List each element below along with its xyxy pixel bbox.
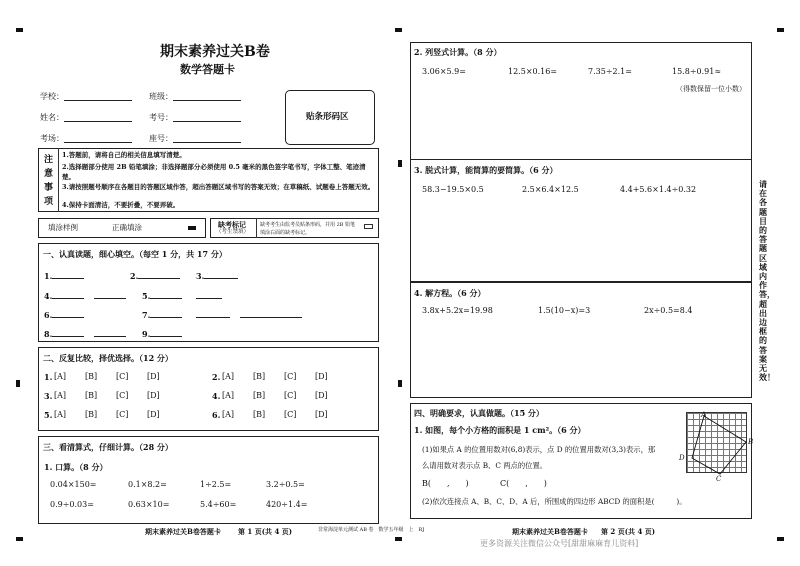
name-field[interactable] (64, 121, 132, 122)
exam-no-field[interactable] (173, 121, 241, 122)
simplify-title: 3. 脱式计算，能简算的要简算。（6 分） (414, 165, 558, 175)
footer-title: 期末素养过关B卷答题卡 (512, 527, 588, 536)
choice-number: 1. (44, 372, 53, 382)
fill-number: 7. (142, 310, 151, 320)
point-d-label: D (679, 454, 685, 462)
choice-bubble[interactable]: [C] (116, 372, 129, 381)
answer-blank[interactable] (150, 317, 182, 318)
class-field[interactable] (173, 100, 241, 101)
footer-brand: 非常海淀单元测试 AB 卷 数学五年级 上 RJ (318, 527, 425, 533)
oral-calc-item: 5.4÷60= (200, 500, 237, 509)
missing-mark-note: 缺考考生由监考员贴条形码，并用 2B 铅笔填涂右面的缺考标记。 (260, 222, 356, 236)
answer-blank[interactable] (196, 298, 222, 299)
choice-bubble[interactable]: [A] (222, 410, 235, 419)
fill-number: 6. (44, 310, 53, 320)
answer-blank[interactable] (94, 298, 126, 299)
room-field[interactable] (64, 142, 132, 143)
simplify-item: 4.4+5.6×1.4÷0.32 (620, 185, 697, 194)
simplify-item: 58.3−19.5×0.5 (422, 185, 484, 194)
section3-title: 三、看清算式，仔细计算。（28 分） (43, 442, 173, 452)
answer-blank[interactable] (150, 336, 182, 337)
choice-bubble[interactable]: [A] (54, 410, 67, 419)
oral-calc-item: 1÷2.5= (200, 480, 232, 489)
filled-bubble-sample (188, 226, 196, 230)
equation-item: 2x÷0.5=8.4 (644, 306, 693, 315)
room-label: 考场： (40, 134, 64, 143)
choice-number: 3. (44, 391, 53, 401)
answer-blank[interactable] (204, 278, 238, 279)
oral-calc-item: 0.63×10= (128, 500, 170, 509)
choice-bubble[interactable]: [D] (315, 372, 328, 381)
side-warning: 请在各题目的答题区域内作答，超出边框的答案无效！ (759, 179, 775, 383)
choice-bubble[interactable]: [B] (85, 410, 98, 419)
quadrilateral-shape (692, 416, 746, 474)
vertical-calc-title: 2. 列竖式计算。（8 分） (414, 47, 502, 57)
point-c-answer[interactable]: C( , ) (500, 479, 547, 488)
section4-q1-part1: (1)如果点 A 的位置用数对(6,8)表示，点 D 的位置用数对(3,3)表示，那 (422, 445, 656, 454)
registration-mark (777, 28, 784, 32)
fill-number: 1. (44, 271, 53, 281)
choice-bubble[interactable]: [C] (284, 372, 297, 381)
choice-bubble[interactable]: [B] (85, 372, 98, 381)
notice-line: 2.选择题部分使用 2B 铅笔填涂；非选择题部分必须使用 0.5 毫米的黑色签字笔书写，字体工整、笔迹清楚。 (62, 163, 366, 181)
choice-number: 5. (44, 410, 53, 420)
answer-blank[interactable] (94, 336, 126, 337)
choice-bubble[interactable]: [A] (222, 391, 235, 400)
class-label: 班级： (149, 92, 173, 101)
equation-item: 3.8x+5.2x=19.98 (422, 306, 493, 315)
registration-mark (16, 537, 23, 541)
fill-number: 2. (130, 271, 139, 281)
registration-mark (395, 537, 402, 541)
fill-number: 9. (142, 329, 151, 339)
registration-mark (398, 160, 402, 167)
answer-blank[interactable] (52, 298, 84, 299)
school-field[interactable] (64, 100, 132, 101)
notice-label: 注 (44, 155, 54, 165)
choice-bubble[interactable]: [D] (315, 410, 328, 419)
equation-title: 4. 解方程。（6 分） (414, 288, 486, 298)
exam-no-label: 考号： (149, 113, 173, 122)
registration-mark (16, 380, 20, 387)
answer-blank[interactable] (240, 317, 302, 318)
registration-mark (777, 537, 784, 541)
school-label: 学校： (40, 92, 64, 101)
choice-bubble[interactable]: [D] (315, 391, 328, 400)
oral-calc-title: 1. 口算。（8 分） (44, 462, 108, 472)
registration-mark (395, 28, 402, 32)
missing-mark-title: 缺考标记 (218, 220, 246, 229)
answer-blank[interactable] (52, 336, 84, 337)
choice-bubble[interactable]: [A] (222, 372, 235, 381)
page-subtitle: 数学答题卡 (180, 63, 235, 76)
vertical-calc-item: 3.06×5.9= (422, 67, 466, 76)
oral-calc-item: 3.2÷0.5= (266, 480, 305, 489)
answer-blank[interactable] (52, 278, 84, 279)
notice-line: 3.请按照题号顺序在各题目的答题区域作答，超出答题区域书写的答案无效；在草稿纸、试题卷上答题无效。 (62, 183, 375, 191)
seat-field[interactable] (173, 142, 241, 143)
fill-number: 5. (142, 291, 151, 301)
notice-label: 意 (44, 169, 54, 179)
choice-bubble[interactable]: [C] (116, 391, 129, 400)
answer-blank[interactable] (196, 317, 230, 318)
vertical-calc-item: 7.35÷2.1= (588, 67, 632, 76)
footer-page: 第 2 页(共 4 页) (601, 527, 656, 536)
choice-bubble[interactable]: [A] (54, 391, 67, 400)
registration-mark (16, 28, 23, 32)
choice-number: 4. (212, 391, 221, 401)
fill-number: 4. (44, 291, 53, 301)
page-title: 期末素养过关B卷 (160, 44, 270, 60)
section4-title: 四、明确要求，认真做题。（15 分） (414, 408, 544, 418)
point-c-label: C (716, 475, 722, 483)
choice-bubble[interactable]: [B] (253, 391, 266, 400)
equation-item: 1.5(10−x)=3 (538, 306, 591, 315)
missing-mark-sub: （考生禁填） (216, 229, 250, 235)
answer-blank[interactable] (150, 298, 182, 299)
notice-label: 事 (44, 183, 54, 193)
vertical-calc-item: 12.5×0.16= (508, 67, 558, 76)
section4-q1-part1-cont: 么请用数对表示点 B、C 两点的位置。 (422, 461, 548, 470)
watermark-text: 更多资源关注微信公众号[甜甜麻麻育儿资料] (480, 539, 639, 548)
point-b-answer[interactable]: B( , ) (422, 479, 469, 488)
vertical-calc-item: 15.8÷0.91≈ (672, 67, 722, 76)
notice-line: 4.保持卡面清洁，不要折叠，不要弄破。 (62, 201, 180, 209)
oral-calc-item: 0.9÷0.03= (50, 500, 94, 509)
simplify-item: 2.5×6.4×12.5 (522, 185, 579, 194)
fill-example-label: 填涂样例 (48, 223, 78, 232)
simplify-box (410, 160, 752, 282)
name-label: 姓名： (40, 113, 64, 122)
choice-bubble[interactable]: [D] (147, 391, 160, 400)
point-b-label: B (748, 438, 754, 446)
seat-label: 座号： (149, 134, 173, 143)
section1-title: 一、认真读题，细心填空。（每空 1 分，共 17 分） (43, 249, 227, 259)
oral-calc-item: 0.04×150= (50, 480, 97, 489)
section4-q1-part2: (2)依次连接点 A、B、C、D、A 后，所围成的四边形 ABCD 的面积是( )。 (422, 497, 687, 506)
registration-mark (398, 380, 402, 387)
notice-label: 项 (44, 197, 54, 207)
choice-number: 6. (212, 410, 221, 420)
fill-number: 8. (44, 329, 53, 339)
vertical-calc-box (410, 42, 752, 160)
section4-q1: 1. 如图，每个小方格的面积是 1 cm²。（6 分） (414, 425, 586, 435)
choice-bubble[interactable]: [D] (147, 372, 160, 381)
footer-title: 期末素养过关B卷答题卡 (145, 527, 221, 536)
choice-bubble[interactable]: [C] (284, 391, 297, 400)
choice-bubble[interactable]: [C] (116, 410, 129, 419)
choice-bubble[interactable]: [C] (284, 410, 297, 419)
oral-calc-item: 420÷1.4= (266, 500, 308, 509)
fill-number: 3. (196, 271, 205, 281)
choice-number: 2. (212, 372, 221, 382)
answer-blank[interactable] (52, 317, 84, 318)
equation-box (410, 282, 752, 398)
correct-fill-label: 正确填涂 (112, 223, 142, 232)
section2-title: 二、反复比较，择优选择。（12 分） (43, 353, 173, 363)
choice-bubble[interactable]: [B] (253, 410, 266, 419)
oral-calc-item: 0.1×8.2= (128, 480, 167, 489)
choice-bubble[interactable]: [B] (85, 391, 98, 400)
vertical-calc-note: （得数保留一位小数） (676, 85, 746, 93)
barcode-label: 贴条形码区 (306, 112, 349, 122)
point-a-label: A (701, 411, 707, 419)
missing-mark-bubble[interactable] (364, 224, 373, 229)
footer-page: 第 1 页(共 4 页) (238, 527, 293, 536)
choice-bubble[interactable]: [A] (54, 372, 67, 381)
quadrilateral-abcd (680, 406, 760, 486)
choice-bubble[interactable]: [D] (147, 410, 160, 419)
choice-bubble[interactable]: [B] (253, 372, 266, 381)
answer-blank[interactable] (138, 278, 180, 279)
notice-line: 1.答题前，请将自己的相关信息填写清楚。 (62, 151, 186, 159)
